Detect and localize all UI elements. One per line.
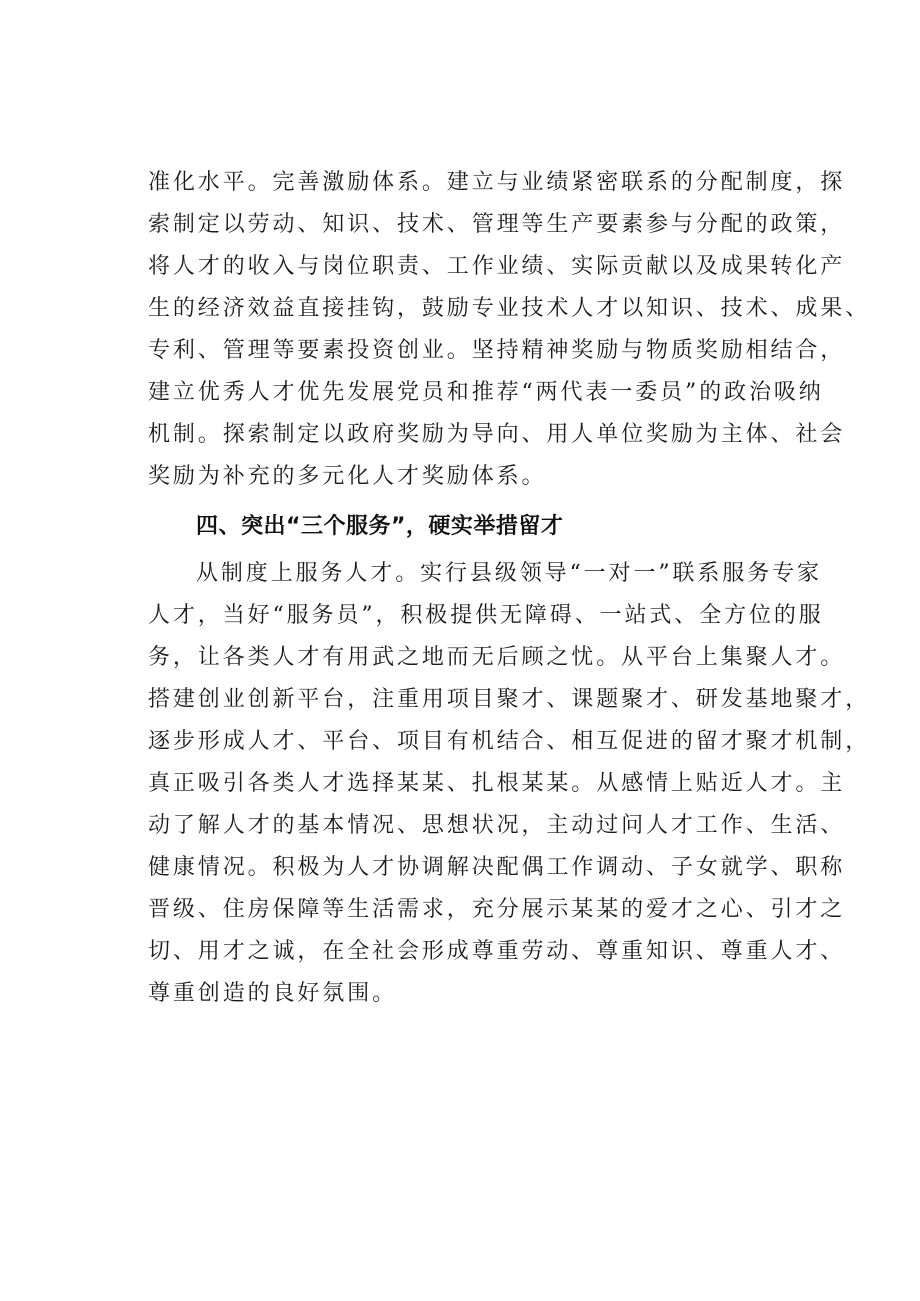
paragraph-line: 生的经济效益直接挂钩，鼓励专业技术人才以知识、技术、成果、 xyxy=(148,296,871,321)
paragraph-line: 人才，当好“服务员”，积极提供无障碍、一站式、全方位的服 xyxy=(148,603,824,628)
paragraph-line: 索制定以劳动、知识、技术、管理等生产要素参与分配的政策， xyxy=(148,212,846,237)
paragraph-line: 切、用才之诚，在全社会形成尊重劳动、尊重知识、尊重人才、 xyxy=(148,939,846,964)
paragraph-first-line: 从制度上服务人才。实行县级领导“一对一”联系服务专家 xyxy=(196,561,822,586)
paragraph-line: 晋级、住房保障等生活需求，充分展示某某的爱才之心、引才之 xyxy=(148,897,846,922)
paragraph-line: 真正吸引各类人才选择某某、扎根某某。从感情上贴近人才。主 xyxy=(148,771,846,796)
paragraph-line: 机制。探索制定以政府奖励为导向、用人单位奖励为主体、社会 xyxy=(148,422,846,447)
paragraph-line: 奖励为补充的多元化人才奖励体系。 xyxy=(148,464,547,489)
paragraph-line: 搭建创业创新平台，注重用项目聚才、课题聚才、研发基地聚才， xyxy=(148,687,871,712)
paragraph-line: 建立优秀人才优先发展党员和推荐“两代表一委员”的政治吸纳 xyxy=(148,380,824,405)
paragraph-line: 将人才的收入与岗位职责、工作业绩、实际贡献以及成果转化产 xyxy=(148,254,846,279)
paragraph-line: 务，让各类人才有用武之地而无后顾之忧。从平台上集聚人才。 xyxy=(148,645,846,670)
paragraph-line: 准化水平。完善激励体系。建立与业绩紧密联系的分配制度，探 xyxy=(148,170,846,195)
paragraph-line: 动了解人才的基本情况、思想状况，主动过问人才工作、生活、 xyxy=(148,813,846,838)
section-heading: 四、突出“三个服务”，硬实举措留才 xyxy=(196,514,564,539)
paragraph-line: 逐步形成人才、平台、项目有机结合、相互促进的留才聚才机制， xyxy=(148,729,871,754)
paragraph-line: 健康情况。积极为人才协调解决配偶工作调动、子女就学、职称 xyxy=(148,855,846,880)
paragraph-line: 专利、管理等要素投资创业。坚持精神奖励与物质奖励相结合， xyxy=(148,338,846,363)
paragraph-line: 尊重创造的良好氛围。 xyxy=(148,981,398,1006)
